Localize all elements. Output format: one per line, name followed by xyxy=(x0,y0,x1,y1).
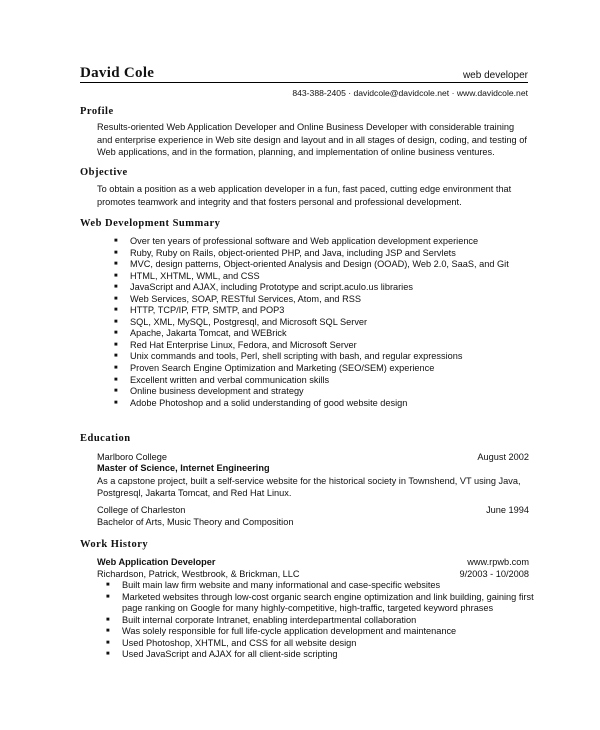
header-divider xyxy=(80,82,528,83)
summary-list xyxy=(112,236,509,409)
candidate-name: David Cole xyxy=(80,65,155,81)
list-item: ■ Used Photoshop, XHTML, and CSS for all website design xyxy=(104,638,534,650)
list-item: ■ Web Services, SOAP, RESTful Services, Atom, and RSS xyxy=(112,294,509,306)
graduation-date: June 1994 xyxy=(486,505,529,515)
list-item: ■ HTML, XHTML, WML, and CSS xyxy=(112,271,509,283)
education-description: As a capstone project, built a self-service website for the historical society in Townshend, VT using Java, xyxy=(97,476,521,486)
list-item: ■ Marketed websites through low-cost organic search engine optimization and link building, gaining first xyxy=(104,592,534,604)
list-item: ■ HTTP, TCP/IP, FTP, SMTP, and POP3 xyxy=(112,305,509,317)
education-heading: Education xyxy=(80,433,131,444)
job-header xyxy=(97,556,529,568)
list-item: ■ Was solely responsible for full life-cycle application development and maintenance xyxy=(104,626,534,638)
summary-heading: Web Development Summary xyxy=(80,218,221,229)
list-item: ■ Adobe Photoshop and a solid understanding of good website design xyxy=(112,398,509,410)
list-item-continuation: page ranking on Google for many highly-competitive, high-traffic, targeted keyword phrases xyxy=(122,603,494,614)
company-row xyxy=(97,568,529,580)
list-item: ■ Online business development and strategy xyxy=(112,386,509,398)
degree: Bachelor of Arts, Music Theory and Composition xyxy=(97,517,294,527)
list-item: ■ Proven Search Engine Optimization and Marketing (SEO/SEM) experience xyxy=(112,363,509,375)
school-name: College of Charleston xyxy=(97,505,186,515)
list-item: ■ Excellent written and verbal communication skills xyxy=(112,375,509,387)
objective-heading: Objective xyxy=(80,167,128,178)
list-item: ■ MVC, design patterns, Object-oriented Analysis and Design (OOAD), Web 2.0, SaaS, and Git xyxy=(112,259,509,271)
objective-text: To obtain a position as a web application developer in a fun, fast paced, cutting edge environment that promotes teamwork and integrity and that fosters personal and professional development. xyxy=(97,184,512,207)
list-item: ■ Red Hat Enterprise Linux, Fedora, and Microsoft Server xyxy=(112,340,509,352)
profile-heading: Profile xyxy=(80,106,114,117)
list-item: ■ Ruby, Ruby on Rails, object-oriented PHP, and Java, including JSP and Servlets xyxy=(112,248,509,260)
company-website: www.rpwb.com xyxy=(467,557,529,567)
degree: Master of Science, Internet Engineering xyxy=(97,463,270,473)
contact-line: 843-388-2405 · davidcole@davidcole.net · www.davidcole.net xyxy=(292,88,528,98)
education-entry-2-header xyxy=(97,504,529,516)
work-heading: Work History xyxy=(80,539,149,550)
education-description: Postgresql, Jakarta Tomcat, and Red Hat Linux. xyxy=(97,488,292,498)
profile-text: Results-oriented Web Application Developer and Online Business Developer with considerable training and enterprise experience in Web site design and layout and in all stages of design, coding, and testing of Web applications, and in the formation, planning, and implementation of online business ventures. xyxy=(97,122,527,158)
list-item: ■ Built internal corporate Intranet, enabling interdepartmental collaboration xyxy=(104,615,534,627)
job-title: web developer xyxy=(462,70,528,81)
school-name: Marlboro College xyxy=(97,452,167,462)
list-item: ■ SQL, XML, MySQL, Postgresql, and Microsoft SQL Server xyxy=(112,317,509,329)
list-item: ■ JavaScript and AJAX, including Prototype and script.aculo.us libraries xyxy=(112,282,509,294)
employment-dates: 9/2003 - 10/2008 xyxy=(459,569,529,579)
list-item: ■ Used JavaScript and AJAX for all client-side scripting xyxy=(104,649,534,661)
work-list xyxy=(104,580,534,661)
list-item: ■ Unix commands and tools, Perl, shell scripting with bash, and regular expressions xyxy=(112,351,509,363)
company-name: Richardson, Patrick, Westbrook, & Brickman, LLC xyxy=(97,569,300,579)
list-item: ■ Over ten years of professional software and Web application development experience xyxy=(112,236,509,248)
job-title-text: Web Application Developer xyxy=(97,557,216,567)
list-item: ■ Built main law firm website and many informational and case-specific websites xyxy=(104,580,534,592)
list-item: ■ Apache, Jakarta Tomcat, and WEBrick xyxy=(112,328,509,340)
graduation-date: August 2002 xyxy=(477,452,529,462)
